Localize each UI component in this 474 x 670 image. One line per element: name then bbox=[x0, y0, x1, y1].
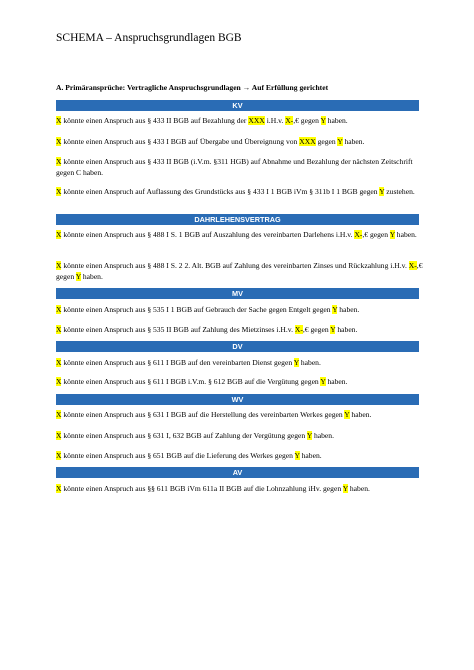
party-y: Y bbox=[379, 187, 385, 196]
party-x: X bbox=[56, 157, 62, 166]
text-segment: ,€ gegen bbox=[293, 116, 321, 125]
party-y: Y bbox=[337, 137, 343, 146]
paragraph-wv-3 bbox=[56, 451, 426, 462]
text-segment: ,€ gegen bbox=[362, 230, 390, 239]
party-x: X bbox=[56, 187, 62, 196]
text-segment: könnte einen Anspruch aus § 631 I, 632 BGB auf Zahlung der Vergütung gegen bbox=[61, 431, 307, 440]
paragraph-wv-1 bbox=[56, 410, 426, 421]
party-y: Y bbox=[294, 451, 300, 460]
text-segment: haben. bbox=[299, 451, 322, 460]
party-x: X bbox=[56, 230, 62, 239]
paragraph-wv-2 bbox=[56, 431, 426, 442]
amount-placeholder: X- bbox=[354, 230, 363, 239]
amount-placeholder: X- bbox=[294, 325, 303, 334]
party-y: Y bbox=[332, 305, 338, 314]
text-segment: könnte einen Anspruch aus § 488 I S. 2 2. Alt. BGB auf Zahlung des vereinbarten Zinses und Rückzahlung i.H.v. bbox=[61, 261, 409, 270]
party-x: X bbox=[56, 377, 62, 386]
text-segment: haben. bbox=[325, 116, 348, 125]
header-wv: WV bbox=[56, 394, 419, 405]
header-mv: MV bbox=[56, 288, 419, 299]
text-segment: könnte einen Anspruch aus § 611 I BGB auf den vereinbarten Dienst gegen bbox=[61, 358, 294, 367]
paragraph-kv-4 bbox=[56, 187, 426, 198]
paragraph-dv-2 bbox=[56, 377, 426, 388]
text-segment: könnte einen Anspruch aus § 611 I BGB i.V.m. § 612 BGB auf die Vergütung gegen bbox=[61, 377, 321, 386]
party-x: X bbox=[56, 261, 62, 270]
party-x: X bbox=[56, 431, 62, 440]
header-av: AV bbox=[56, 467, 419, 478]
paragraph-darlehen-1 bbox=[56, 230, 426, 241]
party-y: Y bbox=[75, 271, 81, 281]
text-segment: könnte einen Anspruch aus § 433 I BGB auf Übergabe und Übereignung von bbox=[61, 137, 300, 146]
party-y: Y bbox=[342, 484, 348, 493]
text-segment: haben. bbox=[335, 325, 358, 334]
party-y: Y bbox=[344, 410, 350, 419]
party-x: X bbox=[56, 410, 62, 419]
paragraph-kv-3 bbox=[56, 157, 426, 178]
party-y: Y bbox=[293, 358, 299, 367]
text-segment: könnte einen Anspruch aus § 535 II BGB auf Zahlung des Mietzinses i.H.v. bbox=[61, 325, 295, 334]
text-segment: haben. bbox=[337, 305, 360, 314]
party-x: X bbox=[56, 358, 62, 367]
party-x: X bbox=[56, 137, 62, 146]
paragraph-mv-2 bbox=[56, 325, 426, 336]
party-y: Y bbox=[320, 116, 326, 125]
section-heading: A. Primäransprüche: Vertragliche Anspruchsgrundlagen → Auf Erfüllung gerichtet bbox=[56, 83, 329, 92]
text-segment: haben. bbox=[349, 410, 372, 419]
party-x: X bbox=[56, 484, 62, 493]
party-y: Y bbox=[389, 230, 395, 239]
placeholder-xxx: XXX bbox=[248, 116, 265, 125]
text-segment: könnte einen Anspruch aus §§ 611 BGB iVm 611a II BGB auf die Lohnzahlung iHv. gegen bbox=[61, 484, 343, 493]
text-segment: haben. bbox=[325, 377, 348, 386]
text-segment: könnte einen Anspruch aus § 488 I S. 1 BGB auf Auszahlung des vereinbarten Darlehens i.H.v. bbox=[61, 230, 355, 239]
text-segment: haben. bbox=[298, 358, 321, 367]
text-segment: könnte einen Anspruch aus § 631 I BGB auf die Herstellung des vereinbarten Werkes gegen bbox=[61, 410, 345, 419]
party-y: Y bbox=[330, 325, 336, 334]
amount-placeholder: X- bbox=[285, 116, 294, 125]
party-x: X bbox=[56, 451, 62, 460]
text-segment: könnte einen Anspruch aus § 535 I 1 BGB auf Gebrauch der Sache gegen Entgelt gegen bbox=[61, 305, 333, 314]
text-segment: i.H.v. bbox=[264, 116, 286, 125]
party-y: Y bbox=[306, 431, 313, 440]
text-segment: haben. bbox=[80, 271, 103, 281]
amount-placeholder: X- bbox=[408, 261, 417, 270]
text-segment: haben. bbox=[347, 484, 370, 493]
text-segment: ,€ gegen bbox=[302, 325, 331, 334]
paragraph-av-1 bbox=[56, 484, 426, 495]
paragraph-mv-1 bbox=[56, 305, 426, 316]
text-segment: zustehen. bbox=[384, 187, 415, 196]
text-segment: könnte einen Anspruch aus § 433 II BGB (i.V.m. §311 HGB) auf Abnahme und Bezahlung der nächsten Zeitschrift gegen C haben. bbox=[56, 157, 413, 177]
text-segment: haben. bbox=[394, 230, 417, 239]
text-segment: könnte einen Anspruch aus § 651 BGB auf die Lieferung des Werkes gegen bbox=[61, 451, 295, 460]
party-x: X bbox=[56, 116, 62, 125]
document-title: SCHEMA – Anspruchsgrundlagen BGB bbox=[56, 32, 242, 44]
header-dv: DV bbox=[56, 341, 419, 352]
paragraph-darlehen-2 bbox=[56, 261, 426, 282]
text-segment: ,€ gegen bbox=[56, 261, 423, 281]
placeholder-xxx: XXX bbox=[299, 137, 316, 146]
text-segment: könnte einen Anspruch aus § 433 II BGB auf Bezahlung der bbox=[61, 116, 249, 125]
header-darlehensvertrag: DAHRLEHENSVERTRAG bbox=[56, 214, 419, 225]
party-x: X bbox=[56, 325, 62, 334]
text-segment: haben. bbox=[342, 137, 365, 146]
party-y: Y bbox=[320, 377, 326, 386]
header-kv: KV bbox=[56, 100, 419, 111]
paragraph-kv-2 bbox=[56, 137, 426, 148]
text-segment: könnte einen Anspruch auf Auflassung des Grundstücks aus § 433 I 1 BGB iVm § 311b I 1 BGB gegen bbox=[61, 187, 380, 196]
paragraph-kv-1 bbox=[56, 116, 426, 127]
text-segment: gegen bbox=[315, 137, 338, 146]
text-segment: haben. bbox=[312, 431, 334, 440]
paragraph-dv-1 bbox=[56, 358, 426, 369]
party-x: X bbox=[56, 305, 62, 314]
